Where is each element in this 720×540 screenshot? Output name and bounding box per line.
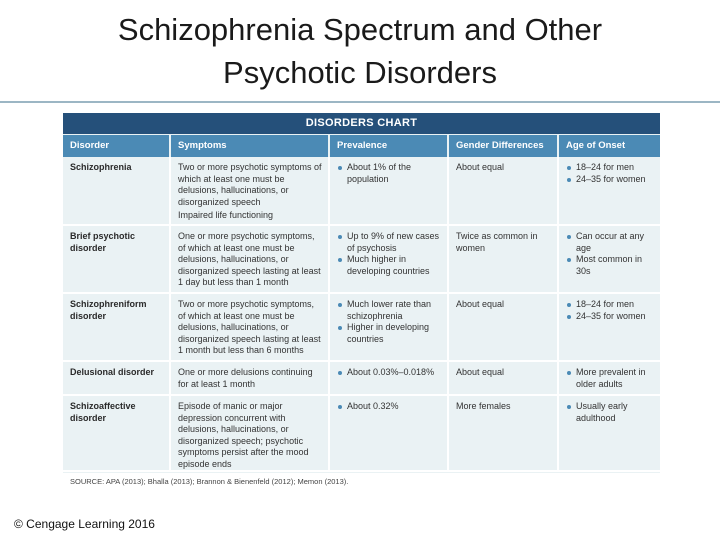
slide-title <box>0 8 720 94</box>
onset-cell <box>559 226 660 292</box>
table-row <box>63 396 660 472</box>
header-symptoms: Symptoms <box>171 135 330 157</box>
gender-cell: About equal <box>449 157 559 224</box>
header-prevalence: Prevalence <box>330 135 449 157</box>
title-divider <box>0 101 720 103</box>
header-age-of-onset: Age of Onset <box>559 135 660 157</box>
symptoms-cell: Two or more psychotic symptoms, of which at least one must be delusions, hallucinations, or disorganized speech lasting at least 1 month but less than 6 months <box>171 294 330 360</box>
list-item: Much higher in developing countries <box>337 254 443 277</box>
copyright-notice: © Cengage Learning 2016 <box>14 517 155 531</box>
prevalence-cell <box>330 226 449 292</box>
gender-cell: Twice as common in women <box>449 226 559 292</box>
gender-cell: About equal <box>449 294 559 360</box>
prevalence-cell <box>330 362 449 394</box>
table-row <box>63 157 660 226</box>
list-item: 18–24 for men <box>566 299 656 311</box>
disorder-cell: Brief psychotic disorder <box>63 226 171 292</box>
list-item: Can occur at any age <box>566 231 656 254</box>
list-item: About 0.32% <box>337 401 443 413</box>
symptoms-cell: Episode of manic or major depression concurrent with delusions, hallucinations, or disorganized speech; psychotic symptoms persist after the mood episode ends <box>171 396 330 470</box>
list-item: More prevalent in older adults <box>566 367 656 390</box>
slide-title-line-2: Psychotic Disorders <box>223 55 497 90</box>
list-item: Much lower rate than schizophrenia <box>337 299 443 322</box>
gender-cell: More females <box>449 396 559 470</box>
symptoms-cell: One or more delusions continuing for at least 1 month <box>171 362 330 394</box>
disorder-cell: Schizophrenia <box>63 157 171 224</box>
disorder-cell: Schizoaffective disorder <box>63 396 171 470</box>
prevalence-cell <box>330 396 449 470</box>
list-item: About 1% of the population <box>337 162 443 185</box>
onset-cell <box>559 157 660 224</box>
onset-cell <box>559 362 660 394</box>
gender-cell: About equal <box>449 362 559 394</box>
table-row <box>63 226 660 294</box>
list-item: Higher in developing countries <box>337 322 443 345</box>
symptoms-cell: One or more psychotic symptoms, of which at least one must be delusions, hallucinations, or disorganized speech lasting at least 1 day but less than 1 month <box>171 226 330 292</box>
list-item: 18–24 for men <box>566 162 656 174</box>
disorder-cell: Delusional disorder <box>63 362 171 394</box>
chart-source-note: SOURCE: APA (2013); Bhalla (2013); Brannon & Bienenfeld (2012); Memon (2013). <box>70 477 349 486</box>
list-item: 24–35 for women <box>566 174 656 186</box>
symptoms-text: Two or more psychotic symptoms of which at least one must be delusions, hallucinations, or disorganized speech <box>178 162 322 207</box>
slide-title-line-1: Schizophrenia Spectrum and Other <box>117 12 603 47</box>
list-item: About 0.03%–0.018% <box>337 367 443 379</box>
symptoms-cell <box>171 157 330 224</box>
header-gender-differences: Gender Differences <box>449 135 559 157</box>
prevalence-cell <box>330 157 449 224</box>
disorders-chart <box>63 113 660 473</box>
prevalence-cell <box>330 294 449 360</box>
chart-header-row <box>63 135 660 157</box>
list-item: Usually early adulthood <box>566 401 656 424</box>
onset-cell <box>559 396 660 470</box>
onset-cell <box>559 294 660 360</box>
chart-title: DISORDERS CHART <box>63 113 660 134</box>
disorder-cell: Schizophreniform disorder <box>63 294 171 360</box>
header-disorder: Disorder <box>63 135 171 157</box>
list-item: 24–35 for women <box>566 311 656 323</box>
symptoms-extra-text: Impaired life functioning <box>178 210 274 220</box>
list-item: Up to 9% of new cases of psychosis <box>337 231 443 254</box>
list-item: Most common in 30s <box>566 254 656 277</box>
table-row <box>63 294 660 362</box>
table-row <box>63 362 660 396</box>
